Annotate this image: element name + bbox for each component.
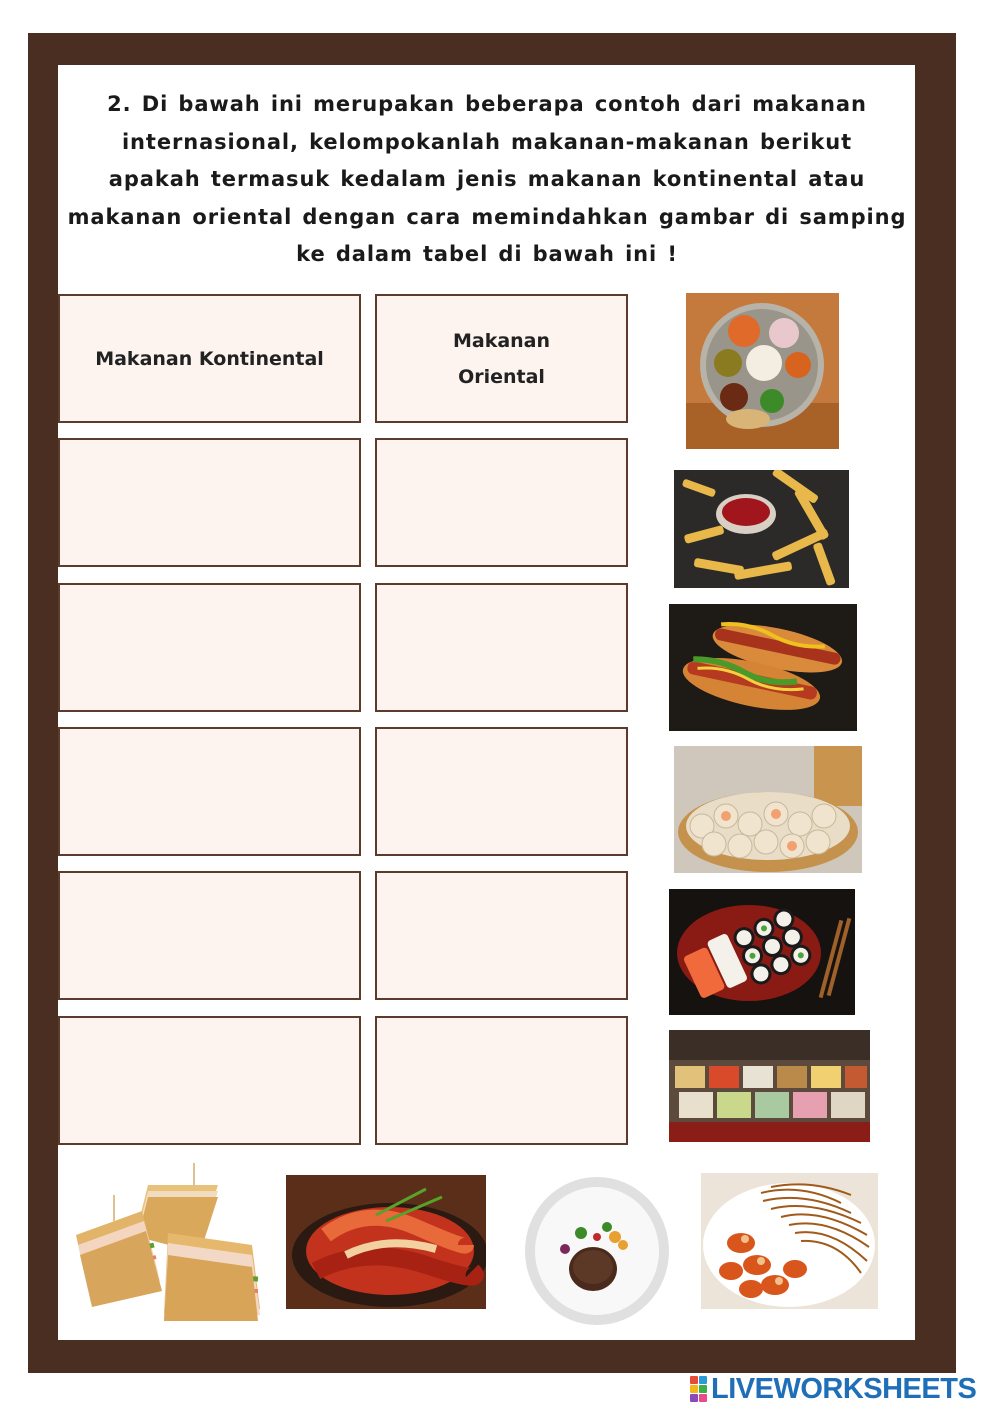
instruction-line-1: 2. Di bawah ini merupakan beberapa contoh dari makanan xyxy=(107,92,867,116)
header-oriental-line-1: Makanan xyxy=(452,329,551,352)
noodles-icon[interactable] xyxy=(701,1173,878,1309)
header-cell-continental xyxy=(58,294,361,423)
header-continental-label: Makanan Kontinental xyxy=(95,347,324,370)
instruction-line-2: internasional, kelompokanlah makanan-makanan berikut xyxy=(121,129,853,154)
instruction-text xyxy=(62,86,912,274)
drop-zone-oriental-4[interactable] xyxy=(375,871,628,1000)
drop-zone-continental-3[interactable] xyxy=(58,727,361,856)
sandwich-icon[interactable] xyxy=(68,1163,270,1323)
header-cell-oriental xyxy=(375,294,628,423)
drop-zone-continental-2[interactable] xyxy=(58,583,361,712)
thali-icon[interactable] xyxy=(686,293,839,449)
drop-zone-oriental-3[interactable] xyxy=(375,727,628,856)
drop-zone-continental-1[interactable] xyxy=(58,438,361,567)
fries-icon[interactable] xyxy=(674,470,849,588)
logo-blocks-icon xyxy=(690,1376,707,1402)
logo-text: LIVEWORKSHEETS xyxy=(711,1372,977,1405)
steak-icon[interactable] xyxy=(523,1175,671,1327)
hotdog-icon[interactable] xyxy=(669,604,857,731)
buffet-icon[interactable] xyxy=(669,1030,870,1142)
liveworksheets-logo xyxy=(690,1374,976,1404)
sushi-icon[interactable] xyxy=(669,889,855,1015)
drop-zone-continental-5[interactable] xyxy=(58,1016,361,1145)
drop-zone-oriental-1[interactable] xyxy=(375,438,628,567)
instruction-line-3: apakah termasuk kedalam jenis makanan kontinental atau xyxy=(108,167,866,191)
instruction-line-5: ke dalam tabel di bawah ini ! xyxy=(296,242,678,266)
kimchi-icon[interactable] xyxy=(286,1175,486,1309)
header-oriental-label xyxy=(377,296,626,421)
drop-zone-oriental-5[interactable] xyxy=(375,1016,628,1145)
instruction-line-4: makanan oriental dengan cara memindahkan gambar di samping xyxy=(67,204,907,229)
drop-zone-oriental-2[interactable] xyxy=(375,583,628,712)
header-oriental-line-2: Oriental xyxy=(458,365,545,388)
drop-zone-continental-4[interactable] xyxy=(58,871,361,1000)
dimsum-icon[interactable] xyxy=(674,746,862,873)
